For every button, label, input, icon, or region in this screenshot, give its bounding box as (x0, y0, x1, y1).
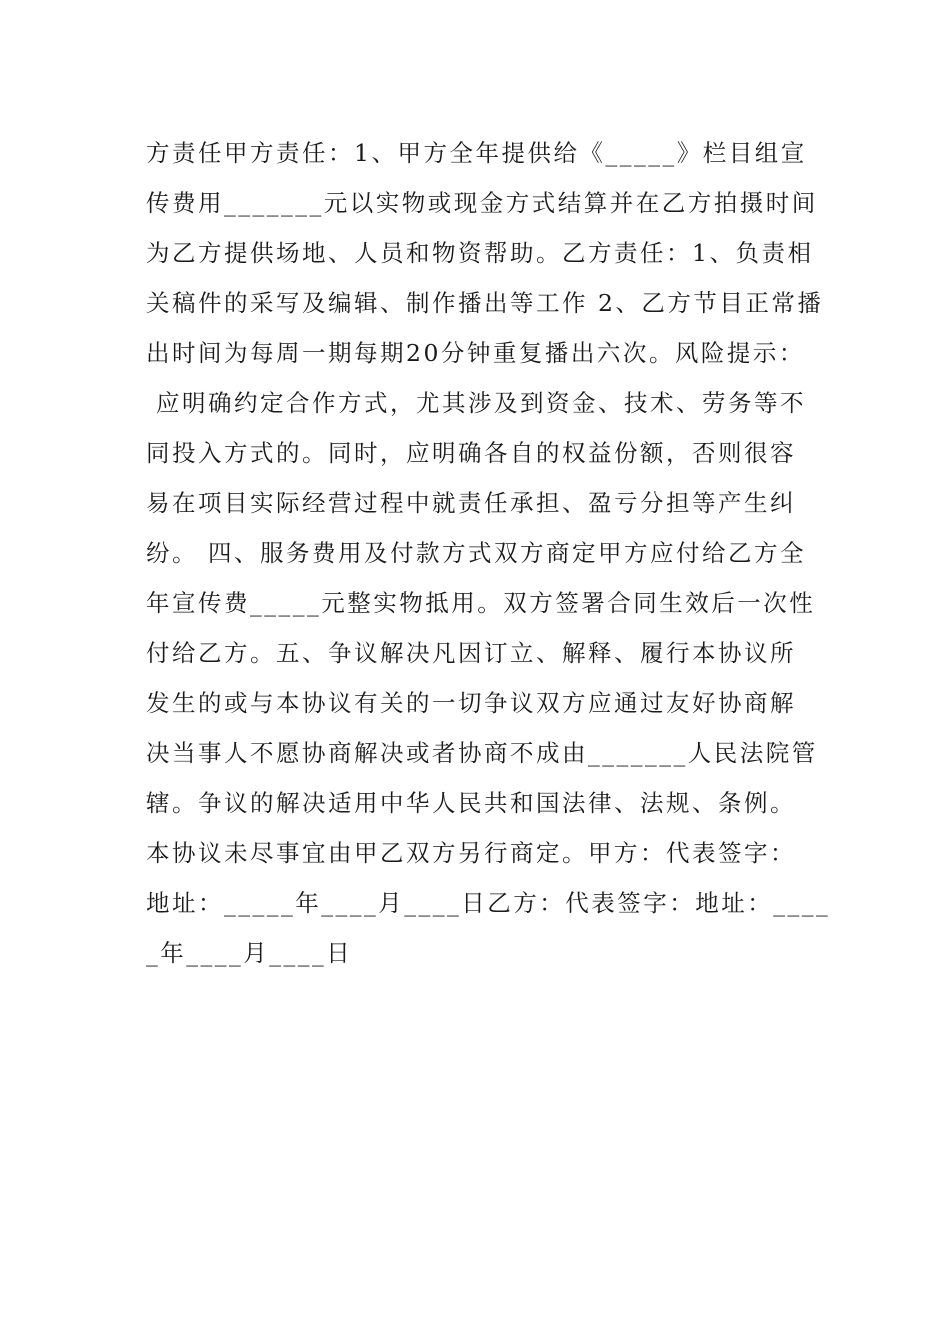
text-line: 方责任甲方责任：1、甲方全年提供给《_____》栏目组宣 (146, 139, 807, 167)
text-line: 辖。争议的解决适用中华人民共和国法律、法规、条例。 (146, 789, 796, 817)
text-line: 发生的或与本协议有关的一切争议双方应通过友好协商解 (146, 689, 796, 717)
text-line: 传费用_______元以实物或现金方式结算并在乙方拍摄时间 (146, 189, 818, 217)
text-line: 决当事人不愿协商解决或者协商不成由_______人民法院管 (146, 739, 818, 767)
text-line: 付给乙方。五、争议解决凡因订立、解释、履行本协议所 (146, 639, 796, 667)
text-line: _年____月____日 (146, 939, 353, 967)
text-line: 年宣传费_____元整实物抵用。双方签署合同生效后一次性 (146, 589, 816, 617)
text-line: 纷。 四、服务费用及付款方式双方商定甲方应付给乙方全 (146, 539, 806, 567)
contract-text (146, 128, 831, 978)
text-line: 地址：_____年____月____日乙方：代表签字：地址：____ (146, 889, 831, 917)
text-line: 出时间为每周一期每期20分钟重复播出六次。风险提示： (146, 339, 805, 367)
text-line: 应明确约定合作方式，尤其涉及到资金、技术、劳务等不 (146, 389, 806, 417)
text-line: 为乙方提供场地、人员和物资帮助。乙方责任：1、负责相 (146, 239, 814, 267)
text-line: 同投入方式的。同时，应明确各自的权益份额，否则很容 (146, 439, 796, 467)
text-line: 关稿件的采写及编辑、制作播出等工作 2、乙方节目正常播 (146, 289, 824, 317)
text-line: 本协议未尽事宜由甲乙双方另行商定。甲方：代表签字： (146, 839, 796, 867)
text-line: 易在项目实际经营过程中就责任承担、盈亏分担等产生纠 (146, 489, 796, 517)
